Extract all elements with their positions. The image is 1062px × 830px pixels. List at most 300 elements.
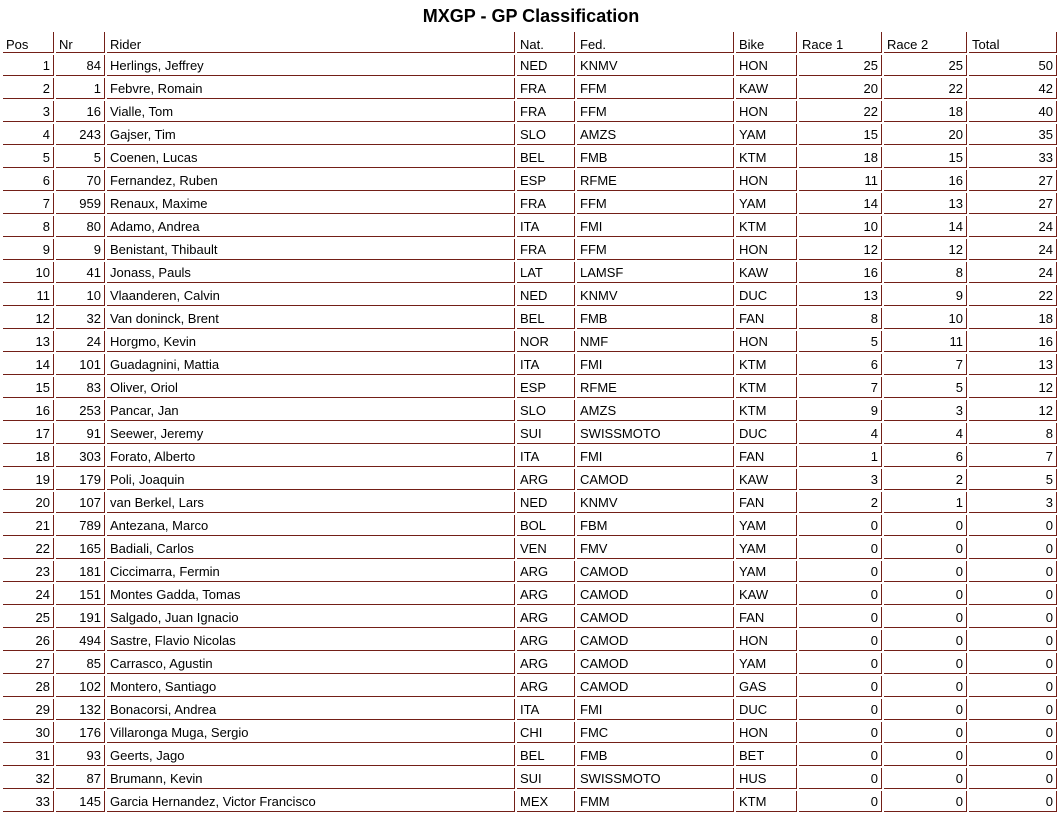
cell-rider: Guadagnini, Mattia	[107, 354, 515, 375]
cell-nr: 5	[56, 147, 105, 168]
cell-total: 0	[969, 768, 1057, 789]
cell-fed: FMM	[577, 791, 734, 812]
cell-bike: HON	[736, 239, 797, 260]
cell-race2: 18	[884, 101, 967, 122]
table-row	[3, 55, 1057, 76]
cell-nat: ITA	[517, 354, 575, 375]
cell-race1: 0	[799, 791, 882, 812]
cell-pos: 20	[3, 492, 54, 513]
cell-bike: HON	[736, 55, 797, 76]
cell-total: 16	[969, 331, 1057, 352]
cell-race2: 5	[884, 377, 967, 398]
cell-pos: 23	[3, 561, 54, 582]
cell-rider: Sastre, Flavio Nicolas	[107, 630, 515, 651]
cell-race2: 10	[884, 308, 967, 329]
cell-pos: 30	[3, 722, 54, 743]
cell-nr: 132	[56, 699, 105, 720]
cell-race1: 0	[799, 607, 882, 628]
cell-rider: Jonass, Pauls	[107, 262, 515, 283]
table-row	[3, 331, 1057, 352]
cell-fed: NMF	[577, 331, 734, 352]
header-row	[3, 32, 1057, 53]
cell-pos: 1	[3, 55, 54, 76]
cell-fed: FMI	[577, 216, 734, 237]
cell-pos: 31	[3, 745, 54, 766]
cell-race1: 0	[799, 676, 882, 697]
table-row	[3, 354, 1057, 375]
cell-fed: FFM	[577, 239, 734, 260]
cell-nr: 179	[56, 469, 105, 490]
cell-bike: DUC	[736, 699, 797, 720]
cell-pos: 26	[3, 630, 54, 651]
cell-rider: Renaux, Maxime	[107, 193, 515, 214]
cell-nat: MEX	[517, 791, 575, 812]
table-row	[3, 607, 1057, 628]
cell-pos: 19	[3, 469, 54, 490]
cell-race1: 15	[799, 124, 882, 145]
table-row	[3, 308, 1057, 329]
cell-rider: Bonacorsi, Andrea	[107, 699, 515, 720]
cell-nat: SUI	[517, 423, 575, 444]
cell-race2: 0	[884, 745, 967, 766]
cell-rider: Febvre, Romain	[107, 78, 515, 99]
column-header-rider: Rider	[107, 32, 515, 53]
cell-nr: 41	[56, 262, 105, 283]
cell-fed: FMB	[577, 745, 734, 766]
cell-bike: YAM	[736, 124, 797, 145]
cell-nat: ARG	[517, 607, 575, 628]
cell-pos: 3	[3, 101, 54, 122]
cell-race2: 14	[884, 216, 967, 237]
cell-fed: KNMV	[577, 55, 734, 76]
cell-race1: 16	[799, 262, 882, 283]
cell-rider: Poli, Joaquin	[107, 469, 515, 490]
cell-nr: 165	[56, 538, 105, 559]
table-row	[3, 745, 1057, 766]
cell-race1: 0	[799, 561, 882, 582]
cell-nat: FRA	[517, 239, 575, 260]
cell-total: 0	[969, 653, 1057, 674]
cell-bike: FAN	[736, 492, 797, 513]
cell-pos: 14	[3, 354, 54, 375]
cell-rider: Seewer, Jeremy	[107, 423, 515, 444]
cell-bike: HON	[736, 331, 797, 352]
cell-bike: YAM	[736, 653, 797, 674]
table-row	[3, 239, 1057, 260]
table-row	[3, 78, 1057, 99]
cell-rider: Fernandez, Ruben	[107, 170, 515, 191]
cell-nr: 959	[56, 193, 105, 214]
cell-fed: FMI	[577, 446, 734, 467]
cell-race1: 0	[799, 515, 882, 536]
cell-nr: 176	[56, 722, 105, 743]
cell-rider: Geerts, Jago	[107, 745, 515, 766]
table-row	[3, 170, 1057, 191]
cell-total: 0	[969, 561, 1057, 582]
cell-race1: 1	[799, 446, 882, 467]
cell-nat: CHI	[517, 722, 575, 743]
cell-nat: SLO	[517, 400, 575, 421]
cell-nat: ARG	[517, 630, 575, 651]
column-header-pos: Pos	[3, 32, 54, 53]
cell-fed: AMZS	[577, 400, 734, 421]
cell-race2: 13	[884, 193, 967, 214]
cell-rider: Adamo, Andrea	[107, 216, 515, 237]
table-row	[3, 400, 1057, 421]
cell-nr: 9	[56, 239, 105, 260]
cell-race1: 0	[799, 745, 882, 766]
cell-race1: 14	[799, 193, 882, 214]
cell-race2: 1	[884, 492, 967, 513]
cell-nr: 191	[56, 607, 105, 628]
cell-nat: SUI	[517, 768, 575, 789]
cell-race2: 22	[884, 78, 967, 99]
table-row	[3, 630, 1057, 651]
cell-rider: Vialle, Tom	[107, 101, 515, 122]
cell-race1: 0	[799, 630, 882, 651]
table-row	[3, 653, 1057, 674]
cell-nat: BEL	[517, 308, 575, 329]
cell-pos: 18	[3, 446, 54, 467]
cell-nat: FRA	[517, 101, 575, 122]
cell-rider: Pancar, Jan	[107, 400, 515, 421]
cell-nr: 80	[56, 216, 105, 237]
cell-bike: FAN	[736, 446, 797, 467]
cell-race1: 9	[799, 400, 882, 421]
cell-bike: KTM	[736, 147, 797, 168]
cell-bike: HUS	[736, 768, 797, 789]
cell-race2: 0	[884, 607, 967, 628]
cell-total: 12	[969, 400, 1057, 421]
cell-race1: 8	[799, 308, 882, 329]
table-row	[3, 101, 1057, 122]
cell-race1: 0	[799, 768, 882, 789]
cell-race1: 0	[799, 653, 882, 674]
cell-rider: Vlaanderen, Calvin	[107, 285, 515, 306]
cell-nat: BEL	[517, 147, 575, 168]
cell-nat: NED	[517, 492, 575, 513]
cell-pos: 9	[3, 239, 54, 260]
cell-rider: Oliver, Oriol	[107, 377, 515, 398]
cell-bike: YAM	[736, 193, 797, 214]
cell-nat: FRA	[517, 193, 575, 214]
cell-nat: ARG	[517, 561, 575, 582]
cell-nat: ITA	[517, 446, 575, 467]
cell-fed: CAMOD	[577, 653, 734, 674]
cell-pos: 8	[3, 216, 54, 237]
cell-rider: Van doninck, Brent	[107, 308, 515, 329]
cell-fed: FFM	[577, 101, 734, 122]
cell-bike: KAW	[736, 78, 797, 99]
cell-nr: 151	[56, 584, 105, 605]
cell-total: 18	[969, 308, 1057, 329]
cell-total: 27	[969, 193, 1057, 214]
cell-nr: 91	[56, 423, 105, 444]
cell-race2: 0	[884, 561, 967, 582]
column-header-bike: Bike	[736, 32, 797, 53]
table-row	[3, 515, 1057, 536]
cell-pos: 10	[3, 262, 54, 283]
cell-total: 5	[969, 469, 1057, 490]
cell-rider: Horgmo, Kevin	[107, 331, 515, 352]
cell-pos: 15	[3, 377, 54, 398]
cell-nr: 789	[56, 515, 105, 536]
cell-rider: Badiali, Carlos	[107, 538, 515, 559]
cell-nat: BEL	[517, 745, 575, 766]
cell-rider: Gajser, Tim	[107, 124, 515, 145]
cell-total: 0	[969, 676, 1057, 697]
column-header-nat: Nat.	[517, 32, 575, 53]
table-row	[3, 124, 1057, 145]
cell-race2: 15	[884, 147, 967, 168]
cell-fed: CAMOD	[577, 607, 734, 628]
cell-bike: FAN	[736, 308, 797, 329]
cell-race2: 0	[884, 584, 967, 605]
cell-race2: 0	[884, 653, 967, 674]
cell-pos: 7	[3, 193, 54, 214]
cell-pos: 28	[3, 676, 54, 697]
cell-rider: Antezana, Marco	[107, 515, 515, 536]
cell-bike: HON	[736, 722, 797, 743]
cell-bike: YAM	[736, 538, 797, 559]
cell-race2: 0	[884, 791, 967, 812]
cell-pos: 33	[3, 791, 54, 812]
cell-nat: ARG	[517, 584, 575, 605]
table-row	[3, 469, 1057, 490]
cell-fed: KNMV	[577, 492, 734, 513]
cell-total: 0	[969, 791, 1057, 812]
cell-race2: 25	[884, 55, 967, 76]
cell-total: 0	[969, 515, 1057, 536]
cell-rider: Benistant, Thibault	[107, 239, 515, 260]
cell-race2: 6	[884, 446, 967, 467]
cell-nr: 145	[56, 791, 105, 812]
cell-pos: 17	[3, 423, 54, 444]
cell-race1: 0	[799, 584, 882, 605]
cell-nr: 84	[56, 55, 105, 76]
cell-total: 40	[969, 101, 1057, 122]
cell-nat: ARG	[517, 653, 575, 674]
table-row	[3, 147, 1057, 168]
cell-race1: 12	[799, 239, 882, 260]
cell-total: 27	[969, 170, 1057, 191]
table-row	[3, 285, 1057, 306]
cell-fed: SWISSMOTO	[577, 768, 734, 789]
table-row	[3, 699, 1057, 720]
cell-bike: KTM	[736, 791, 797, 812]
table-row	[3, 492, 1057, 513]
cell-pos: 22	[3, 538, 54, 559]
cell-race2: 20	[884, 124, 967, 145]
cell-race1: 6	[799, 354, 882, 375]
cell-nr: 83	[56, 377, 105, 398]
cell-fed: FMV	[577, 538, 734, 559]
cell-race2: 0	[884, 768, 967, 789]
cell-pos: 6	[3, 170, 54, 191]
cell-race1: 0	[799, 538, 882, 559]
page-title: MXGP - GP Classification	[422, 6, 640, 26]
cell-pos: 11	[3, 285, 54, 306]
cell-race2: 8	[884, 262, 967, 283]
cell-total: 0	[969, 699, 1057, 720]
cell-total: 13	[969, 354, 1057, 375]
cell-nat: ITA	[517, 699, 575, 720]
cell-rider: Ciccimarra, Fermin	[107, 561, 515, 582]
cell-race1: 3	[799, 469, 882, 490]
cell-fed: FBM	[577, 515, 734, 536]
cell-total: 0	[969, 607, 1057, 628]
cell-pos: 16	[3, 400, 54, 421]
cell-nat: ITA	[517, 216, 575, 237]
table-row	[3, 676, 1057, 697]
cell-bike: DUC	[736, 285, 797, 306]
cell-total: 0	[969, 584, 1057, 605]
cell-nat: ESP	[517, 170, 575, 191]
cell-total: 12	[969, 377, 1057, 398]
cell-pos: 2	[3, 78, 54, 99]
cell-bike: YAM	[736, 561, 797, 582]
cell-fed: CAMOD	[577, 584, 734, 605]
table-row	[3, 561, 1057, 582]
cell-total: 0	[969, 722, 1057, 743]
cell-pos: 29	[3, 699, 54, 720]
cell-total: 0	[969, 630, 1057, 651]
cell-race2: 12	[884, 239, 967, 260]
cell-bike: KTM	[736, 354, 797, 375]
cell-pos: 27	[3, 653, 54, 674]
cell-bike: DUC	[736, 423, 797, 444]
table-row	[3, 193, 1057, 214]
column-header-race1: Race 1	[799, 32, 882, 53]
cell-race1: 22	[799, 101, 882, 122]
cell-race2: 11	[884, 331, 967, 352]
cell-rider: van Berkel, Lars	[107, 492, 515, 513]
cell-rider: Villaronga Muga, Sergio	[107, 722, 515, 743]
cell-race2: 4	[884, 423, 967, 444]
cell-fed: FMC	[577, 722, 734, 743]
cell-nat: SLO	[517, 124, 575, 145]
cell-race1: 2	[799, 492, 882, 513]
cell-race1: 0	[799, 699, 882, 720]
cell-race2: 7	[884, 354, 967, 375]
cell-race1: 18	[799, 147, 882, 168]
cell-total: 0	[969, 538, 1057, 559]
cell-total: 3	[969, 492, 1057, 513]
table-row	[3, 423, 1057, 444]
cell-fed: CAMOD	[577, 676, 734, 697]
cell-nat: BOL	[517, 515, 575, 536]
cell-race1: 20	[799, 78, 882, 99]
table-row	[3, 216, 1057, 237]
cell-race2: 0	[884, 515, 967, 536]
cell-pos: 5	[3, 147, 54, 168]
column-header-race2: Race 2	[884, 32, 967, 53]
table-body	[3, 55, 1057, 812]
cell-race2: 3	[884, 400, 967, 421]
cell-pos: 4	[3, 124, 54, 145]
cell-race2: 0	[884, 538, 967, 559]
cell-nat: VEN	[517, 538, 575, 559]
column-header-total: Total	[969, 32, 1057, 53]
table-row	[3, 791, 1057, 812]
cell-total: 7	[969, 446, 1057, 467]
cell-bike: KAW	[736, 262, 797, 283]
cell-total: 33	[969, 147, 1057, 168]
cell-pos: 24	[3, 584, 54, 605]
cell-race2: 16	[884, 170, 967, 191]
cell-bike: KTM	[736, 377, 797, 398]
cell-fed: RFME	[577, 377, 734, 398]
cell-nr: 243	[56, 124, 105, 145]
cell-bike: BET	[736, 745, 797, 766]
cell-nat: ARG	[517, 676, 575, 697]
cell-nat: ARG	[517, 469, 575, 490]
table-row	[3, 538, 1057, 559]
cell-nr: 181	[56, 561, 105, 582]
cell-nr: 87	[56, 768, 105, 789]
cell-rider: Montes Gadda, Tomas	[107, 584, 515, 605]
cell-race2: 2	[884, 469, 967, 490]
cell-race1: 0	[799, 722, 882, 743]
cell-nr: 253	[56, 400, 105, 421]
table-row	[3, 446, 1057, 467]
cell-race1: 10	[799, 216, 882, 237]
cell-rider: Brumann, Kevin	[107, 768, 515, 789]
table-row	[3, 722, 1057, 743]
cell-rider: Salgado, Juan Ignacio	[107, 607, 515, 628]
cell-race2: 0	[884, 630, 967, 651]
cell-bike: HON	[736, 170, 797, 191]
cell-fed: SWISSMOTO	[577, 423, 734, 444]
cell-fed: CAMOD	[577, 561, 734, 582]
cell-fed: FMI	[577, 699, 734, 720]
cell-nr: 85	[56, 653, 105, 674]
cell-nr: 32	[56, 308, 105, 329]
cell-fed: CAMOD	[577, 469, 734, 490]
cell-rider: Herlings, Jeffrey	[107, 55, 515, 76]
cell-total: 35	[969, 124, 1057, 145]
cell-total: 8	[969, 423, 1057, 444]
cell-fed: RFME	[577, 170, 734, 191]
cell-total: 24	[969, 216, 1057, 237]
cell-rider: Carrasco, Agustin	[107, 653, 515, 674]
cell-bike: KAW	[736, 469, 797, 490]
cell-pos: 21	[3, 515, 54, 536]
cell-bike: KAW	[736, 584, 797, 605]
cell-nr: 1	[56, 78, 105, 99]
cell-nr: 102	[56, 676, 105, 697]
cell-nr: 303	[56, 446, 105, 467]
cell-fed: LAMSF	[577, 262, 734, 283]
cell-fed: FMI	[577, 354, 734, 375]
column-header-fed: Fed.	[577, 32, 734, 53]
table-row	[3, 768, 1057, 789]
cell-pos: 32	[3, 768, 54, 789]
cell-nat: LAT	[517, 262, 575, 283]
table-row	[3, 262, 1057, 283]
cell-race1: 5	[799, 331, 882, 352]
cell-bike: FAN	[736, 607, 797, 628]
cell-fed: FFM	[577, 78, 734, 99]
cell-nr: 24	[56, 331, 105, 352]
cell-total: 50	[969, 55, 1057, 76]
cell-pos: 25	[3, 607, 54, 628]
cell-nr: 10	[56, 285, 105, 306]
cell-bike: YAM	[736, 515, 797, 536]
cell-rider: Coenen, Lucas	[107, 147, 515, 168]
cell-bike: HON	[736, 101, 797, 122]
cell-rider: Garcia Hernandez, Victor Francisco	[107, 791, 515, 812]
